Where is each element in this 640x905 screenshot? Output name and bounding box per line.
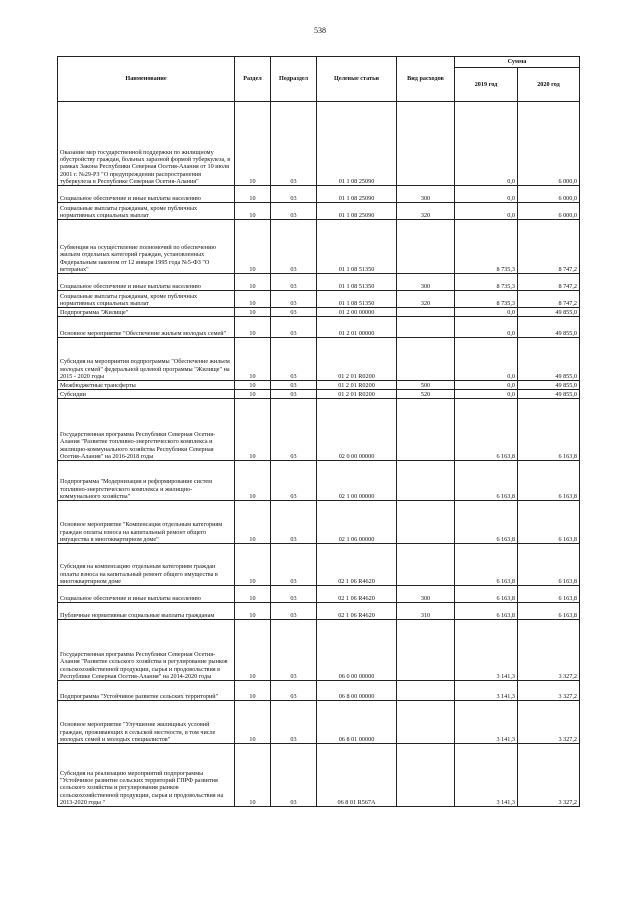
row-2020: 6 163,8: [518, 501, 580, 544]
table-row: [58, 274, 580, 291]
row-section: 10: [235, 291, 271, 308]
row-name: Субсидия на компенсацию отдельным категориям граждан оплаты взноса на капитальный ремонт общего имущества в многоквартирном доме: [58, 544, 235, 586]
table-row: [58, 399, 580, 461]
row-2020: 6 000,0: [518, 102, 580, 186]
header-2020: 2020 год: [518, 68, 580, 102]
row-target: 01 1 08 25090: [317, 203, 397, 220]
row-name: Оказание мер государственной поддержки по жилищному обустройству граждан, больных заразной формой туберкулеза, в рамках Закона Республики Северная Осетия-Алания от 10 июля 2001 г. №29-РЗ "О предупреждении распространения туберкулеза в Республике Северная Осетия-Алания": [58, 102, 235, 186]
row-section: 10: [235, 399, 271, 461]
row-2020: 6 163,8: [518, 399, 580, 461]
table-row: [58, 701, 580, 744]
row-name: Государственная программа Республики Северная Осетия-Алания "Развитие сельского хозяйства и регулирование рынков сельскохозяйственной продукции, сырья и продовольствия в Республике Северная Осетия-Алания" на 2014-2020 годы: [58, 620, 235, 681]
row-2019: 6 163,8: [455, 544, 518, 586]
row-expense: [397, 317, 455, 338]
row-expense: [397, 620, 455, 681]
row-name: Подпрограмма "Устойчивое развитие сельских территорий": [58, 681, 235, 701]
row-name: Публичные нормативные социальные выплаты гражданам: [58, 603, 235, 620]
row-target: 02 1 06 R4620: [317, 603, 397, 620]
row-subsection: 03: [271, 102, 317, 186]
row-2019: 3 141,3: [455, 681, 518, 701]
row-2020: 8 747,2: [518, 274, 580, 291]
row-subsection: 03: [271, 381, 317, 390]
row-name: Социальное обеспечение и иные выплаты населению: [58, 186, 235, 203]
row-subsection: 03: [271, 620, 317, 681]
row-2020: 6 163,8: [518, 544, 580, 586]
row-section: 10: [235, 544, 271, 586]
row-2019: 0,0: [455, 390, 518, 399]
row-name: Межбюджетные трансферты: [58, 381, 235, 390]
row-subsection: 03: [271, 220, 317, 274]
row-section: 10: [235, 203, 271, 220]
header-expense: Вид расходов: [397, 57, 455, 102]
row-name: Основное мероприятие "Улучшение жилищных условий граждан, проживающих в сельской местности, в том числе молодых семей и молодых специалистов": [58, 701, 235, 744]
row-section: 10: [235, 186, 271, 203]
row-expense: [397, 220, 455, 274]
row-2020: 6 000,0: [518, 203, 580, 220]
table-row: [58, 203, 580, 220]
table-row: [58, 317, 580, 338]
row-subsection: 03: [271, 603, 317, 620]
row-name: Социальное обеспечение и иные выплаты населению: [58, 274, 235, 291]
row-subsection: 03: [271, 203, 317, 220]
row-target: 01 2 01 R0200: [317, 381, 397, 390]
row-2019: 0,0: [455, 338, 518, 381]
row-section: 10: [235, 681, 271, 701]
table-row: [58, 381, 580, 390]
row-2020: 6 163,8: [518, 603, 580, 620]
row-target: 02 1 06 00000: [317, 501, 397, 544]
table-row: [58, 586, 580, 603]
row-section: 10: [235, 744, 271, 807]
row-expense: 300: [397, 586, 455, 603]
row-name: Основное мероприятие "Обеспечение жильем молодых семей": [58, 317, 235, 338]
row-target: 01 1 08 25090: [317, 102, 397, 186]
row-target: 02 1 00 00000: [317, 461, 397, 501]
row-subsection: 03: [271, 461, 317, 501]
row-expense: [397, 544, 455, 586]
row-2020: 49 855,0: [518, 390, 580, 399]
row-target: 01 2 01 R0200: [317, 390, 397, 399]
row-subsection: 03: [271, 399, 317, 461]
row-expense: 520: [397, 390, 455, 399]
row-name: Субсидия на мероприятия подпрограммы "Обеспечение жильем молодых семей" федеральной целевой программы "Жилище" на 2015 - 2020 годы: [58, 338, 235, 381]
header-section: Раздел: [235, 57, 271, 102]
table-row: [58, 461, 580, 501]
table-row: [58, 620, 580, 681]
row-subsection: 03: [271, 338, 317, 381]
header-sum: Сумма: [455, 57, 580, 68]
row-expense: [397, 399, 455, 461]
row-2019: 6 163,8: [455, 461, 518, 501]
row-subsection: 03: [271, 317, 317, 338]
row-section: 10: [235, 620, 271, 681]
row-section: 10: [235, 603, 271, 620]
row-name: Социальные выплаты гражданам, кроме публичных нормативных социальных выплат: [58, 203, 235, 220]
row-expense: [397, 744, 455, 807]
row-2020: 8 747,2: [518, 220, 580, 274]
row-name: Основное мероприятие "Компенсация отдельным категориям граждан оплаты взноса на капитальный ремонт общего имущества в многоквартирном доме": [58, 501, 235, 544]
row-2020: 8 747,2: [518, 291, 580, 308]
table-row: [58, 501, 580, 544]
row-subsection: 03: [271, 501, 317, 544]
row-section: 10: [235, 381, 271, 390]
row-2019: 0,0: [455, 317, 518, 338]
row-target: 02 1 06 R4620: [317, 586, 397, 603]
row-2019: 0,0: [455, 203, 518, 220]
row-section: 10: [235, 308, 271, 317]
header-2019: 2019 год: [455, 68, 518, 102]
row-2019: 3 141,3: [455, 620, 518, 681]
row-expense: [397, 308, 455, 317]
table-row: [58, 220, 580, 274]
table-row: [58, 338, 580, 381]
row-target: 06 8 01 00000: [317, 701, 397, 744]
row-section: 10: [235, 461, 271, 501]
row-target: 01 2 00 00000: [317, 308, 397, 317]
header-name: Наименование: [58, 57, 235, 102]
header-subsection: Подраздел: [271, 57, 317, 102]
row-2019: 3 141,3: [455, 701, 518, 744]
row-section: 10: [235, 317, 271, 338]
row-expense: [397, 102, 455, 186]
row-subsection: 03: [271, 291, 317, 308]
row-subsection: 03: [271, 544, 317, 586]
row-subsection: 03: [271, 586, 317, 603]
row-section: 10: [235, 220, 271, 274]
row-2020: 3 327,2: [518, 701, 580, 744]
row-2019: 0,0: [455, 102, 518, 186]
row-section: 10: [235, 701, 271, 744]
row-2020: 6 000,0: [518, 186, 580, 203]
row-subsection: 03: [271, 744, 317, 807]
row-2020: 49 855,0: [518, 338, 580, 381]
row-section: 10: [235, 501, 271, 544]
row-section: 10: [235, 586, 271, 603]
row-subsection: 03: [271, 186, 317, 203]
row-name: Субсидия на реализацию мероприятий подпрограммы "Устойчивое развитие сельских территорий ГПРФ развития сельского хозяйства и регулирования рынков сельскохозяйственной продукции, сырья и продовольствия на 2013-2020 годы ": [58, 744, 235, 807]
row-2019: 6 163,8: [455, 586, 518, 603]
row-expense: 300: [397, 186, 455, 203]
row-subsection: 03: [271, 701, 317, 744]
row-name: Подпрограмма "Модернизация и реформирование систем топливно-энергетического комплекса и жилищно-коммунального хозяйства": [58, 461, 235, 501]
row-section: 10: [235, 102, 271, 186]
row-name: Государственная программа Республики Северная Осетия-Алания "Развитие топливно-энергетического комплекса и жилищно-коммунального хозяйства Республики Северная Осетия-Алания" на 2016-2018 годы: [58, 399, 235, 461]
row-2019: 0,0: [455, 381, 518, 390]
row-2020: 6 163,8: [518, 461, 580, 501]
row-expense: 320: [397, 291, 455, 308]
row-2019: 3 141,3: [455, 744, 518, 807]
header-target: Целевые статьи: [317, 57, 397, 102]
table-row: [58, 681, 580, 701]
row-expense: [397, 681, 455, 701]
table-row: [58, 544, 580, 586]
table-row: [58, 186, 580, 203]
row-subsection: 03: [271, 274, 317, 291]
row-target: 01 1 08 51350: [317, 220, 397, 274]
row-expense: 310: [397, 603, 455, 620]
row-target: 01 2 01 R0200: [317, 338, 397, 381]
row-2019: 0,0: [455, 186, 518, 203]
row-2019: 0,0: [455, 308, 518, 317]
row-target: 06 8 00 00000: [317, 681, 397, 701]
row-target: 01 1 08 51350: [317, 274, 397, 291]
row-target: 01 2 01 00000: [317, 317, 397, 338]
row-2019: 6 163,8: [455, 501, 518, 544]
row-subsection: 03: [271, 681, 317, 701]
row-expense: 300: [397, 274, 455, 291]
row-section: 10: [235, 274, 271, 291]
row-expense: [397, 461, 455, 501]
row-expense: [397, 701, 455, 744]
table-row: [58, 744, 580, 807]
row-2020: 6 163,8: [518, 586, 580, 603]
row-subsection: 03: [271, 308, 317, 317]
row-2019: 6 163,8: [455, 603, 518, 620]
row-2020: 3 327,2: [518, 744, 580, 807]
row-2020: 3 327,2: [518, 620, 580, 681]
row-target: 06 8 01 R567A: [317, 744, 397, 807]
row-target: 01 1 08 51350: [317, 291, 397, 308]
page-number: 538: [314, 26, 326, 35]
row-2020: 3 327,2: [518, 681, 580, 701]
row-2020: 49 855,0: [518, 381, 580, 390]
row-name: Подпрограмма "Жилище": [58, 308, 235, 317]
row-2020: 49 855,0: [518, 317, 580, 338]
row-2020: 49 855,0: [518, 308, 580, 317]
row-2019: 8 735,3: [455, 291, 518, 308]
row-expense: 500: [397, 381, 455, 390]
row-2019: 6 163,8: [455, 399, 518, 461]
row-name: Социальное обеспечение и иные выплаты населению: [58, 586, 235, 603]
row-2019: 8 735,3: [455, 220, 518, 274]
row-section: 10: [235, 390, 271, 399]
table-row: [58, 308, 580, 317]
row-name: Субвенция на осуществление полномочий по обеспечению жильем отдельных категорий граждан, установленных Федеральным законом от 12 января 1995 года №5-ФЗ "О ветеранах": [58, 220, 235, 274]
table-row: [58, 291, 580, 308]
row-target: 02 1 06 R4620: [317, 544, 397, 586]
row-target: 06 0 00 00000: [317, 620, 397, 681]
row-expense: 320: [397, 203, 455, 220]
row-2019: 8 735,3: [455, 274, 518, 291]
row-name: Субсидии: [58, 390, 235, 399]
table-row: [58, 603, 580, 620]
row-section: 10: [235, 338, 271, 381]
table-row: [58, 390, 580, 399]
row-target: 02 0 00 00000: [317, 399, 397, 461]
row-name: Социальные выплаты гражданам, кроме публичных нормативных социальных выплат: [58, 291, 235, 308]
table-row: [58, 102, 580, 186]
table-body: [58, 102, 580, 807]
row-expense: [397, 501, 455, 544]
row-expense: [397, 338, 455, 381]
budget-table: [57, 56, 580, 807]
row-subsection: 03: [271, 390, 317, 399]
row-target: 01 1 08 25090: [317, 186, 397, 203]
